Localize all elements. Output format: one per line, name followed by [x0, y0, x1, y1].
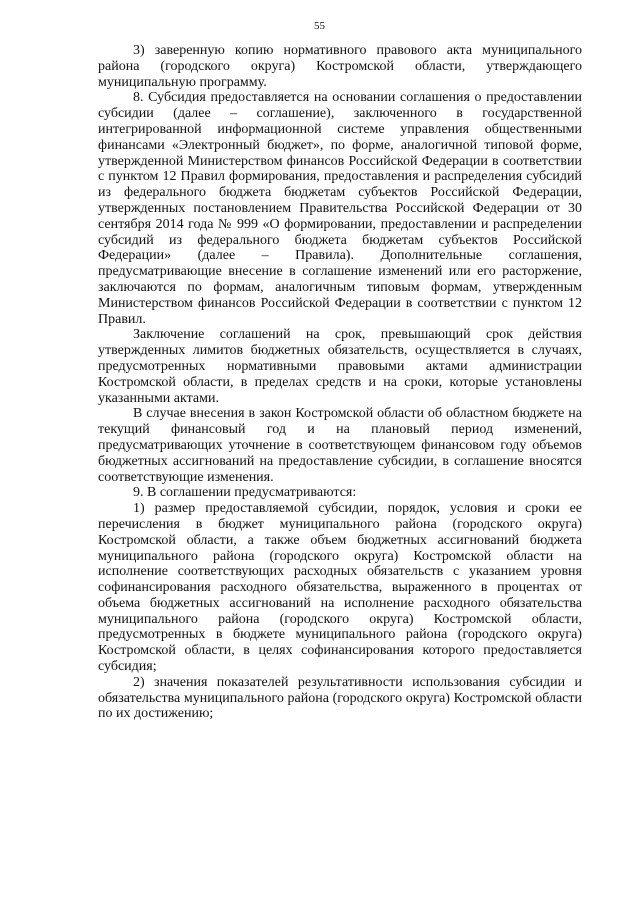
paragraph-item-2: 2) значения показателей результативности использования субсидии и обязательства муниципального района (городского округа) Костромской области по их достижению; — [98, 674, 582, 722]
paragraph-item-3: 3) заверенную копию нормативного правового акта муниципального района (городского округа) Костромской области, утверждающего муниципальную программу. — [98, 43, 582, 90]
paragraph-item-1: 1) размер предоставляемой субсидии, порядок, условия и сроки ее перечисления в бюджет муниципального района (городского округа) Костромской области, а также объем бюджетных ассигнований бюджета муниципального района (городского округа) Костромской области на исполнение соответствующих расходных обязательств с указанием уровня софинансирования расходного обязательства, выраженного в процентах от объема бюджетных ассигнований на исполнение расходного обязательства муниципального района (городского округа) Костромской области, предусмотренных в бюджете муниципального района (городского округа) Костромской области, в целях софинансирования которого предоставляется субсидия; — [98, 501, 582, 675]
paragraph-budget-changes: В случае внесения в закон Костромской области об областном бюджете на текущий финансовый год и на плановый период изменений, предусматривающих уточнение в соответствующем финансовом году объемов бюджетных ассигнований на предоставление субсидии, в соглашение вносятся соответствующие изменения. — [98, 406, 582, 485]
paragraph-section-9: 9. В соглашении предусматриваются: — [133, 485, 357, 501]
document-body — [98, 43, 582, 722]
paragraph-section-8: 8. Субсидия предоставляется на основании соглашения о предоставлении субсидии (далее – соглашение), заключенного в государственной интегрированной информационной системе управления общественными финансами «Электронный бюджет», по форме, аналогичной типовой форме, утвержденной Министерством финансов Российской Федерации в соответствии с пунктом 12 Правил формирования, предоставления и распределения субсидий из федерального бюджета бюджетам субъектов Российской Федерации, утвержденных постановлением Правительства Российской Федерации от 30 сентября 2014 года № 999 «О формировании, предоставлении и распределении субсидий из федерального бюджета бюджетам субъектов Российской Федерации» (далее – Правила). Дополнительные соглашения, предусматривающие внесение в соглашение изменений или его расторжение, заключаются по формам, аналогичным типовым формам, утвержденным Министерством финансов Российской Федерации в соответствии с пунктом 12 Правил. — [98, 90, 582, 327]
page-number: 55 — [314, 20, 325, 32]
paragraph-agreement-term: Заключение соглашений на срок, превышающий срок действия утвержденных лимитов бюджетных обязательств, осуществляется в случаях, предусмотренных нормативными правовыми актами администрации Костромской области, в пределах средств и на сроки, которые установлены указанными актами. — [98, 327, 582, 406]
